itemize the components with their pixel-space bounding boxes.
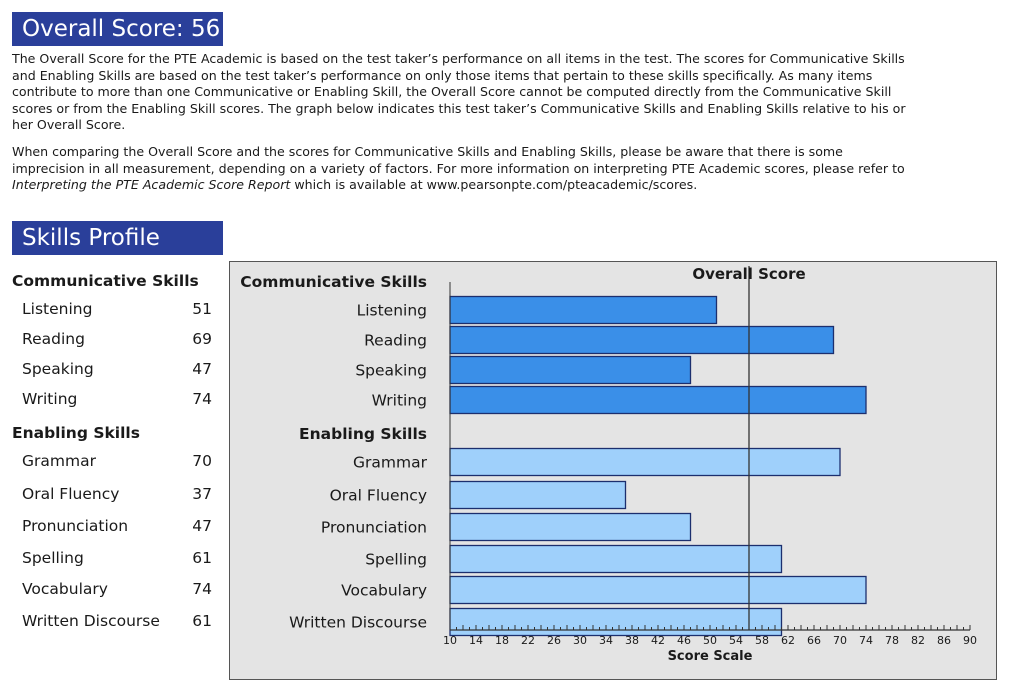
skill-score: 74: [192, 580, 212, 598]
chart-group-label: Enabling Skills: [299, 425, 427, 443]
x-tick-label: 82: [911, 634, 925, 647]
chart-bar: [450, 546, 782, 573]
chart-canvas: [230, 262, 995, 678]
chart-bar: [450, 514, 691, 541]
chart-category-label: Spelling: [365, 550, 427, 569]
overall-score-description: The Overall Score for the PTE Academic is based on the test taker’s performance on all items in the test. The scores for Communicative Skills and Enabling Skills are based on the test taker’s performance on only those items that pertain to these skills specifically. As many items contribute to more than one Communicative or Enabling Skill, the Overall Score cannot be computed directly from the Communicative Skill scores or from the Enabling Skill scores. The graph below indicates this test taker’s Communicative Skills and Enabling Skills relative to his or her Overall Score.: [12, 51, 906, 132]
chart-bar: [450, 297, 717, 324]
score-row: [22, 360, 218, 382]
skill-score: 47: [192, 517, 212, 535]
chart-category-label: Grammar: [353, 453, 427, 472]
chart-bar: [450, 482, 626, 509]
skill-name: Reading: [22, 330, 85, 348]
x-tick-label: 74: [859, 634, 873, 647]
chart-bar: [450, 327, 834, 354]
chart-category-label: Oral Fluency: [329, 486, 427, 505]
chart-category-label: Speaking: [355, 361, 427, 380]
skill-score: 51: [192, 300, 212, 318]
overall-score-heading: Overall Score: 56: [12, 12, 223, 46]
chart-category-label: Reading: [364, 331, 427, 350]
score-row: [22, 330, 218, 352]
chart-category-label: Writing: [371, 391, 427, 410]
score-row: [22, 517, 218, 539]
skill-score: 61: [192, 612, 212, 630]
chart-category-label: Written Discourse: [289, 613, 427, 632]
x-tick-label: 38: [625, 634, 639, 647]
x-tick-label: 50: [703, 634, 717, 647]
x-axis-title: Score Scale: [667, 649, 753, 664]
x-tick-label: 78: [885, 634, 899, 647]
skill-score: 47: [192, 360, 212, 378]
chart-bar: [450, 387, 866, 414]
chart-bar: [450, 577, 866, 604]
skill-score: 69: [192, 330, 212, 348]
note-text-end: which is available at www.pearsonpte.com/pteacademic/scores.: [290, 177, 698, 192]
skill-name: Spelling: [22, 549, 84, 567]
score-row: [22, 549, 218, 571]
skill-score: 74: [192, 390, 212, 408]
score-row: [22, 390, 218, 412]
x-tick-label: 42: [651, 634, 665, 647]
score-row: [22, 300, 218, 322]
skill-name: Speaking: [22, 360, 94, 378]
score-row: [22, 452, 218, 474]
x-tick-label: 70: [833, 634, 847, 647]
x-tick-label: 54: [729, 634, 743, 647]
skill-score: 70: [192, 452, 212, 470]
score-row: [22, 612, 218, 634]
skill-name: Writing: [22, 390, 78, 408]
score-row: [22, 580, 218, 602]
x-tick-label: 22: [521, 634, 535, 647]
x-tick-label: 86: [937, 634, 951, 647]
enabling-skills-heading: Enabling Skills: [12, 424, 140, 442]
score-report-guide-title: Interpreting the PTE Academic Score Report: [12, 177, 291, 192]
chart-bar: [450, 449, 840, 476]
x-tick-label: 34: [599, 634, 613, 647]
overall-score-label: Overall Score: [692, 265, 806, 283]
chart-category-label: Listening: [356, 301, 427, 320]
x-tick-label: 18: [495, 634, 509, 647]
x-tick-label: 66: [807, 634, 821, 647]
x-tick-label: 58: [755, 634, 769, 647]
chart-category-label: Vocabulary: [341, 581, 427, 600]
skill-score: 61: [192, 549, 212, 567]
x-tick-label: 46: [677, 634, 691, 647]
chart-bar: [450, 357, 691, 384]
x-tick-label: 26: [547, 634, 561, 647]
skill-name: Vocabulary: [22, 580, 108, 598]
skill-name: Written Discourse: [22, 612, 160, 630]
score-row: [22, 485, 218, 507]
x-tick-label: 14: [469, 634, 483, 647]
skill-score: 37: [192, 485, 212, 503]
skill-name: Oral Fluency: [22, 485, 120, 503]
chart-group-label: Communicative Skills: [240, 273, 427, 291]
score-comparison-note: [12, 144, 912, 194]
skill-name: Grammar: [22, 452, 96, 470]
chart-category-label: Pronunciation: [320, 518, 427, 537]
note-text-start: When comparing the Overall Score and the scores for Communicative Skills and Enabling Skills, please be aware that there is some imprecision in all measurement, depending on a variety of factors. For more information on interpreting PTE Academic scores, please refer to: [12, 144, 905, 176]
skill-name: Listening: [22, 300, 93, 318]
skills-profile-heading: Skills Profile: [12, 221, 223, 255]
x-tick-label: 10: [443, 634, 457, 647]
chart-bar: [450, 609, 782, 636]
communicative-skills-heading: Communicative Skills: [12, 272, 199, 290]
skills-bar-chart: [229, 261, 997, 680]
x-tick-label: 90: [963, 634, 977, 647]
x-tick-label: 30: [573, 634, 587, 647]
skill-name: Pronunciation: [22, 517, 129, 535]
x-tick-label: 62: [781, 634, 795, 647]
